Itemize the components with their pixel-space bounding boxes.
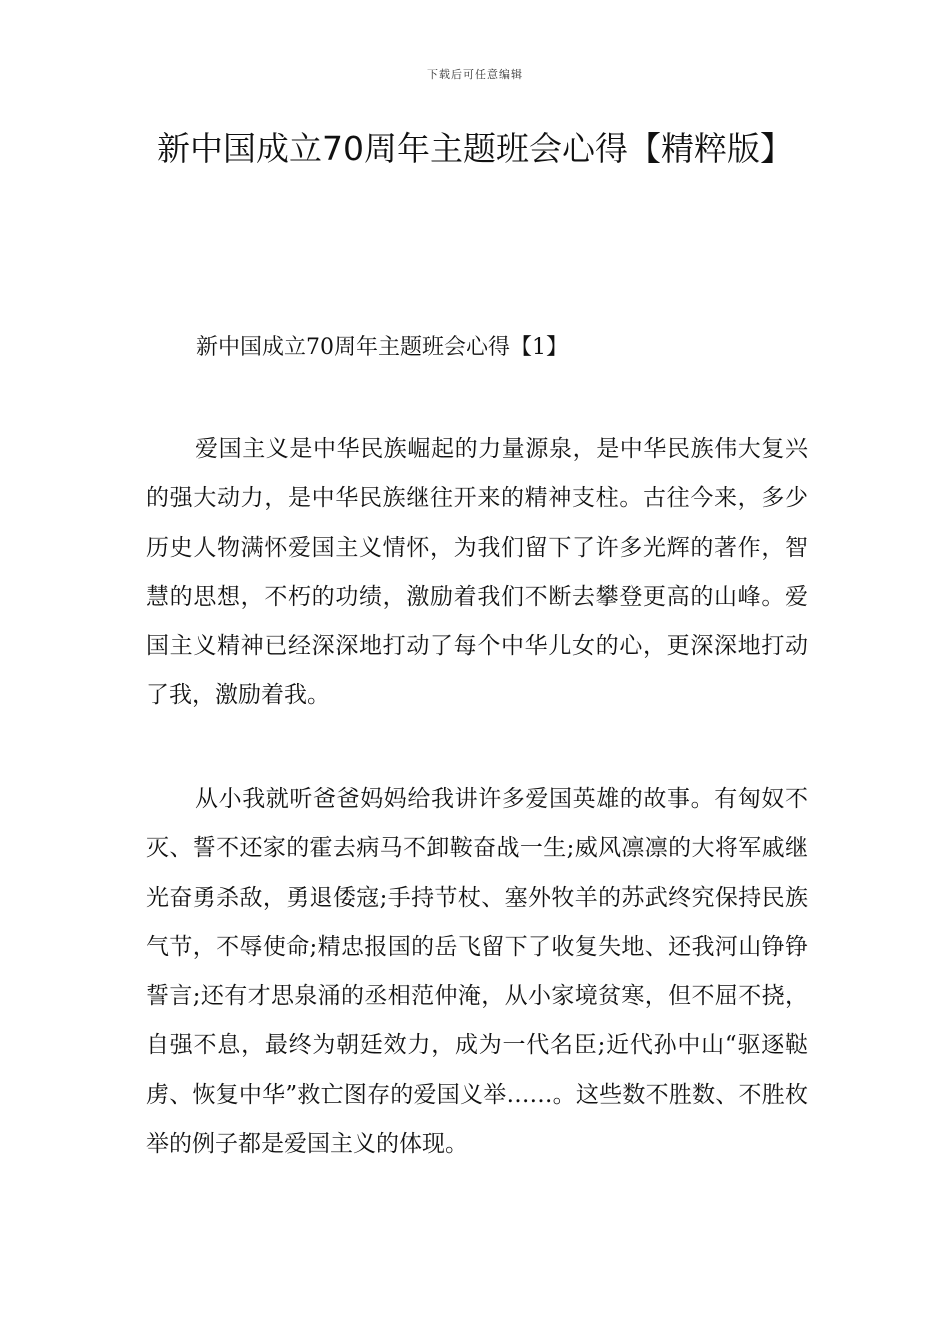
section-heading: 新中国成立70周年主题班会心得【1】 (196, 335, 568, 360)
document-title: 新中国成立70周年主题班会心得【精粹版】 (157, 129, 793, 168)
body-paragraph-2: 从小我就听爸爸妈妈给我讲许多爱国英雄的故事。有匈奴不灭、誓不还家的霍去病马不卸鞍奋战一生;威风凛凛的大将军戚继光奋勇杀敌，勇退倭寇;手持节杖、塞外牧羊的苏武终究保持民族气节，不辱使命;精忠报国的岳飞留下了收复失地、还我河山铮铮誓言;还有才思泉涌的丞相范仲淹，从小家境贫寒，但不屈不挠，自强不息，最终为朝廷效力，成为一代名臣;近代孙中山“驱逐鞑虏、恢复中华”救亡图存的爱国义举……。这些数不胜数、不胜枚举的例子都是爱国主义的体现。 (146, 786, 808, 1158)
body-paragraph-1: 爱国主义是中华民族崛起的力量源泉，是中华民族伟大复兴的强大动力，是中华民族继往开来的精神支柱。古往今来，多少历史人物满怀爱国主义情怀，为我们留下了许多光辉的著作，智慧的思想，不朽的功绩，激励着我们不断去攀登更高的山峰。爱国主义精神已经深深地打动了每个中华儿女的心，更深深地打动了我，激励着我。 (146, 436, 808, 709)
header-note: 下载后可任意编辑 (427, 68, 523, 81)
